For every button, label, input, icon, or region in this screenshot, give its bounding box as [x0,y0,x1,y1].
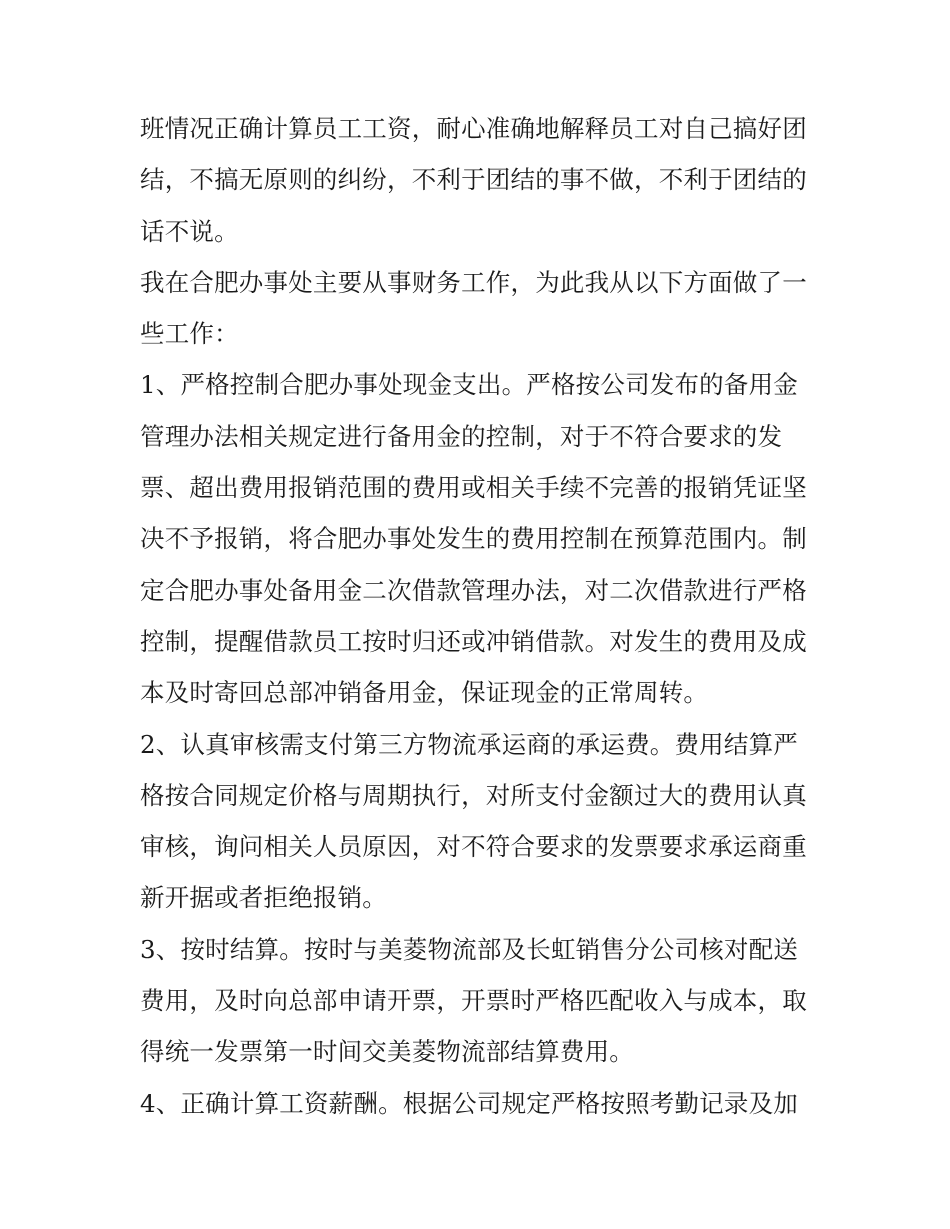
text-line: 3、按时结算。按时与美菱物流部及长虹销售分公司核对配送 [140,934,798,964]
text-line: 票、超出费用报销范围的费用或相关手续不完善的报销凭证坚 [140,473,807,503]
text-line: 本及时寄回总部冲销备用金，保证现金的正常周转。 [140,678,709,708]
text-line: 1、严格控制合肥办事处现金支出。严格按公司发布的备用金 [140,370,798,400]
text-line: 控制，提醒借款员工按时归还或冲销借款。对发生的费用及成 [140,626,807,656]
text-line: 4、正确计算工资薪酬。根据公司规定严格按照考勤记录及加 [140,1088,798,1118]
text-line: 新开据或者拒绝报销。 [140,883,387,913]
text-line: 2、认真审核需支付第三方物流承运商的承运费。费用结算严 [140,729,798,759]
text-line: 得统一发票第一时间交美菱物流部结算费用。 [140,1037,634,1067]
text-line: 些工作： [140,319,239,349]
text-line: 定合肥办事处备用金二次借款管理办法，对二次借款进行严格 [140,575,807,605]
text-line: 话不说。 [140,216,239,246]
text-line: 决不予报销，将合肥办事处发生的费用控制在预算范围内。制 [140,524,807,554]
text-line: 管理办法相关规定进行备用金的控制，对于不符合要求的发 [140,421,783,451]
document-body [140,103,820,1129]
text-line: 费用，及时向总部申请开票，开票时严格匹配收入与成本，取 [140,986,807,1016]
text-line: 我在合肥办事处主要从事财务工作，为此我从以下方面做了一 [140,267,807,297]
text-line: 结，不搞无原则的纠纷，不利于团结的事不做，不利于团结的 [140,165,807,195]
text-line: 班情况正确计算员工工资，耐心准确地解释员工对自己搞好团 [140,114,807,143]
text-line: 审核，询问相关人员原因，对不符合要求的发票要求承运商重 [140,832,807,862]
text-line: 格按合同规定价格与周期执行，对所支付金额过大的费用认真 [140,780,807,810]
